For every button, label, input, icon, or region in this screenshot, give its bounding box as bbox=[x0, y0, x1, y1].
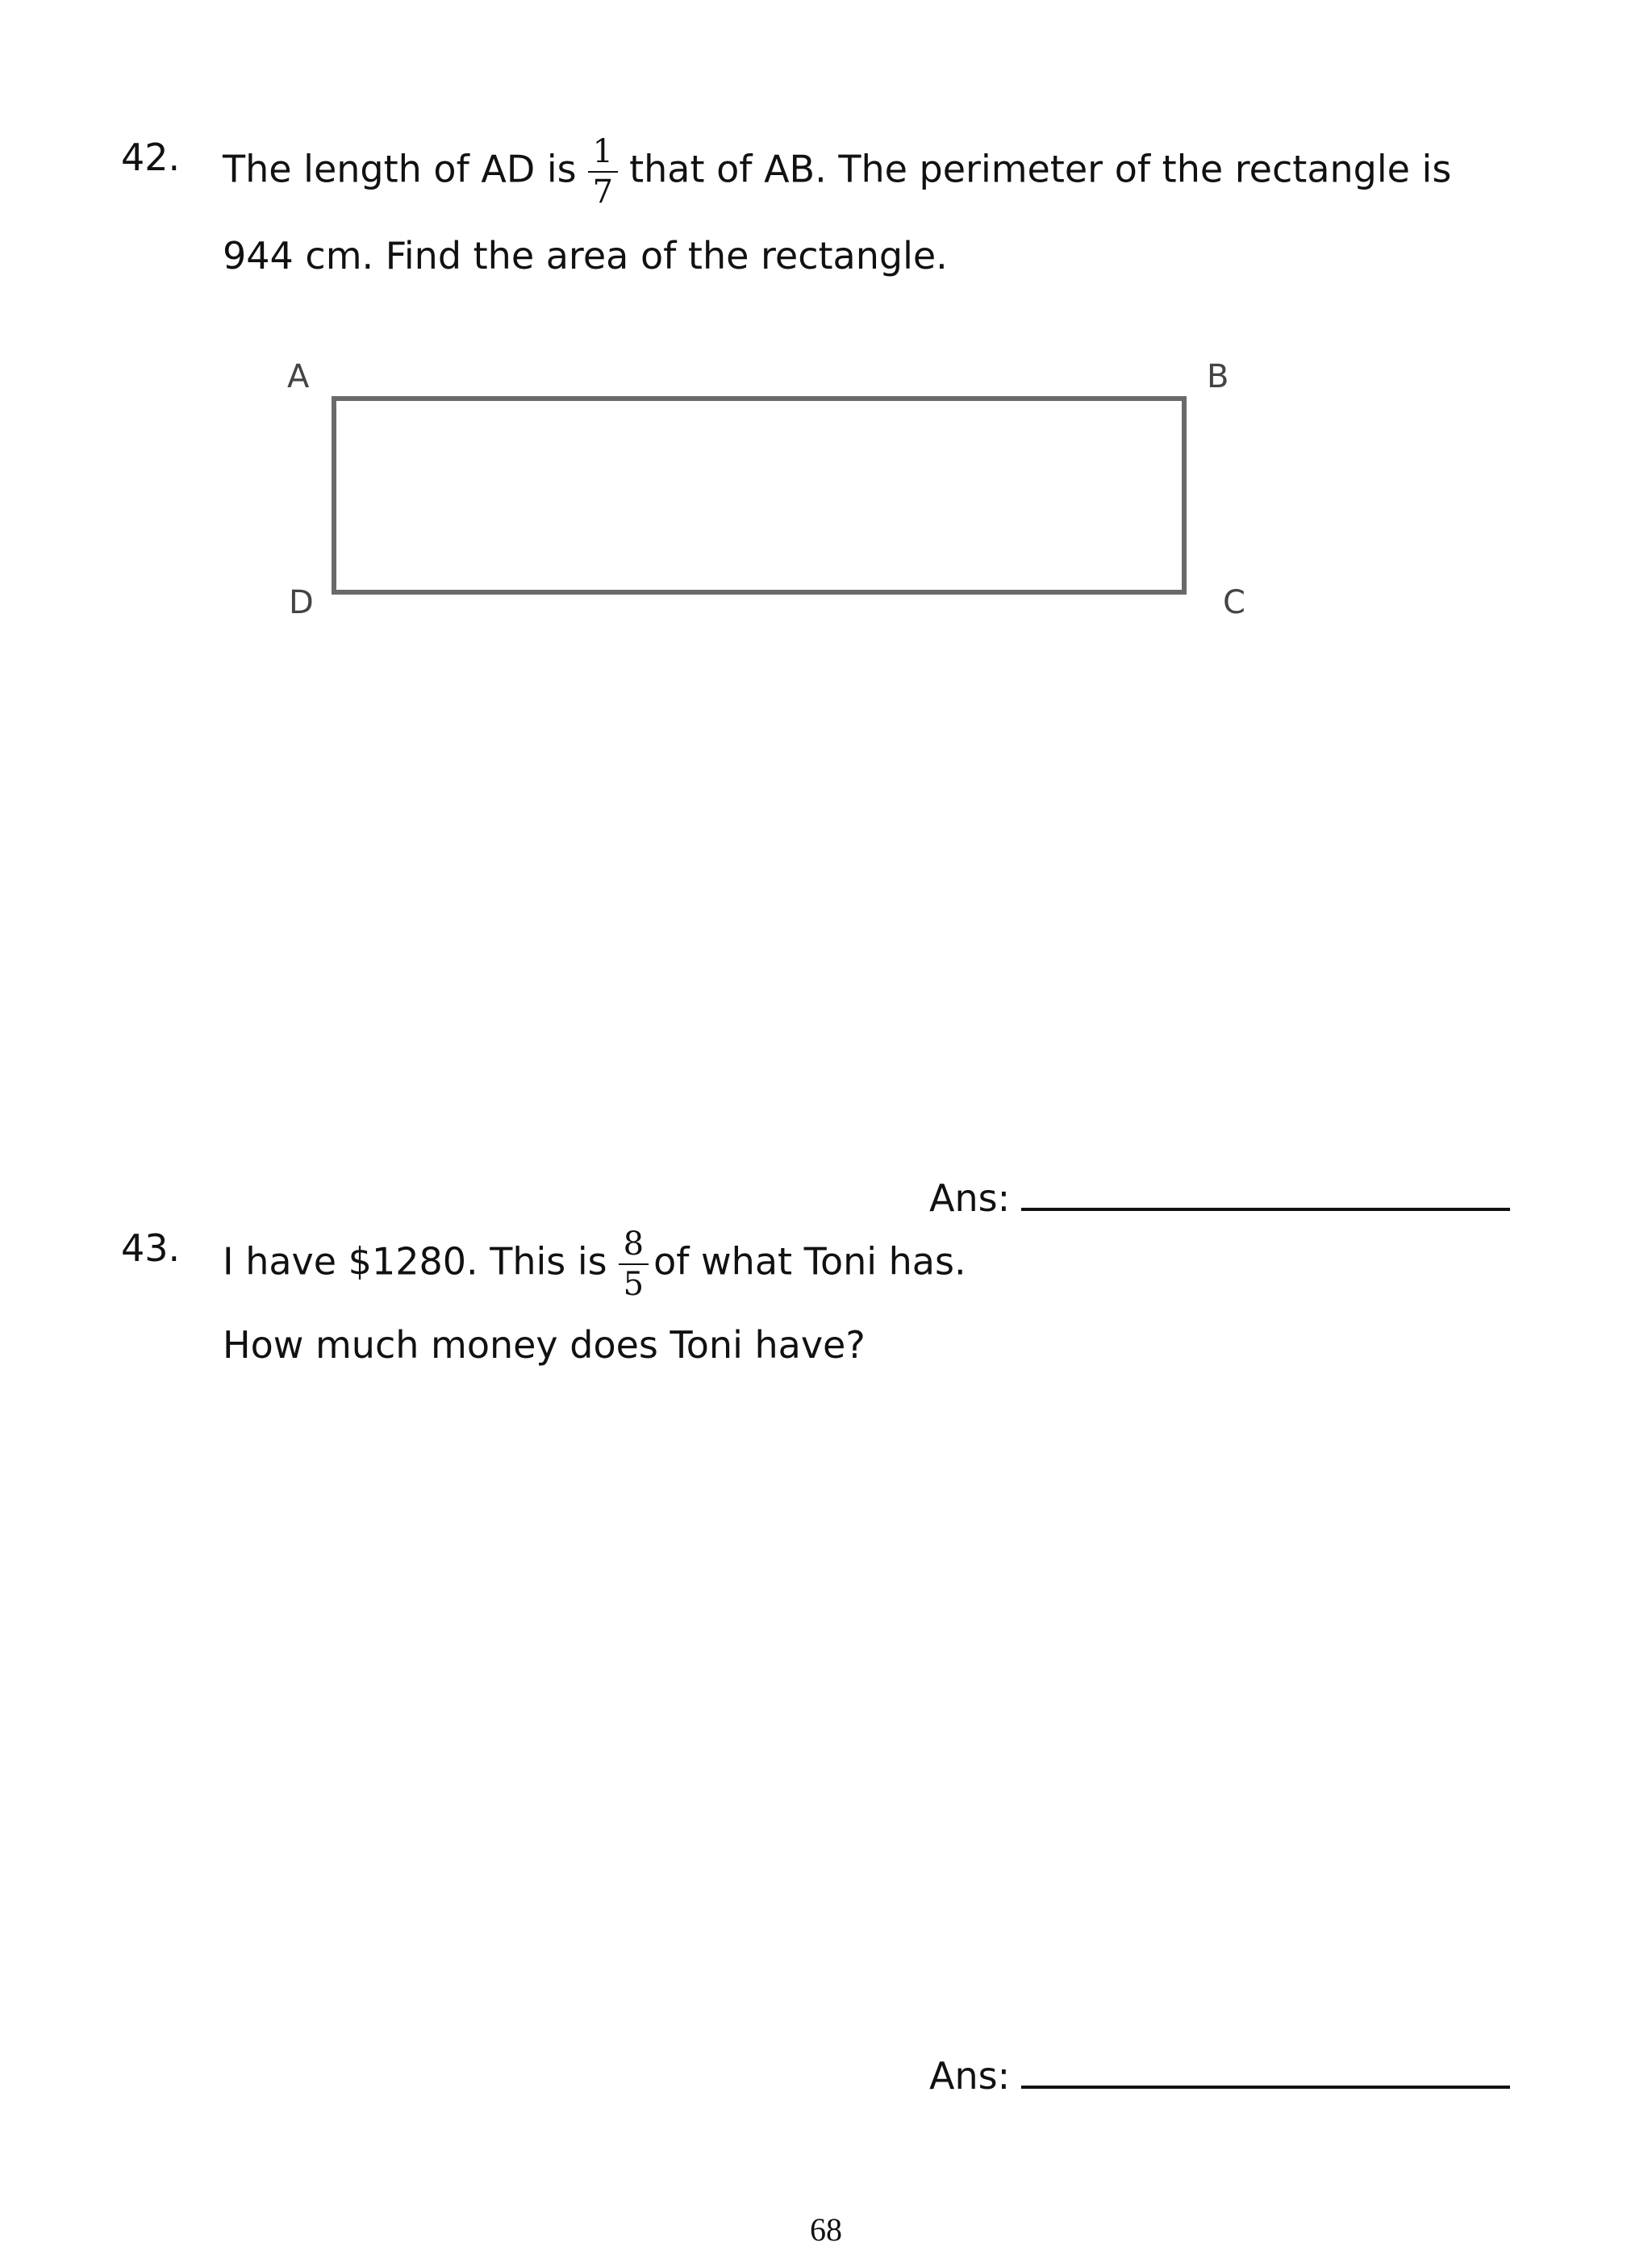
page-number: 68 bbox=[810, 2211, 842, 2248]
question-43-fraction bbox=[619, 1228, 649, 1301]
vertex-label-d: D bbox=[289, 584, 314, 621]
rectangle-abcd bbox=[334, 399, 1184, 592]
question-43-answer bbox=[929, 2054, 1510, 2098]
question-42-fraction bbox=[588, 133, 618, 211]
question-42-text-line2: 944 cm. Find the area of the rectangle. bbox=[223, 234, 948, 278]
question-42-text-after: that of AB. The perimeter of the rectangle is bbox=[629, 147, 1452, 191]
answer-blank-line[interactable] bbox=[1021, 2055, 1510, 2089]
question-42-answer bbox=[929, 1176, 1510, 1220]
vertex-label-a: A bbox=[287, 358, 310, 395]
fraction-numerator: 8 bbox=[623, 1226, 645, 1263]
question-42-number: 42. bbox=[121, 136, 181, 179]
fraction-denominator: 5 bbox=[623, 1266, 645, 1303]
question-43-text-after: of what Toni has. bbox=[653, 1239, 966, 1284]
question-43-text-before: I have $1280. This is bbox=[223, 1239, 607, 1284]
question-43-text-line2: How much money does Toni have? bbox=[223, 1323, 866, 1367]
answer-label: Ans: bbox=[929, 2054, 1011, 2098]
question-43-number: 43. bbox=[121, 1226, 181, 1270]
question-42-text-line1 bbox=[223, 133, 1452, 211]
question-43-text-line1 bbox=[223, 1228, 966, 1301]
vertex-label-b: B bbox=[1207, 358, 1229, 395]
vertex-label-c: C bbox=[1223, 584, 1245, 621]
fraction-denominator: 7 bbox=[592, 173, 614, 211]
rectangle-diagram bbox=[274, 347, 1291, 637]
answer-label: Ans: bbox=[929, 1176, 1011, 1220]
answer-blank-line[interactable] bbox=[1021, 1177, 1510, 1211]
fraction-numerator: 1 bbox=[592, 133, 614, 170]
question-42-text-before: The length of AD is bbox=[223, 147, 577, 191]
